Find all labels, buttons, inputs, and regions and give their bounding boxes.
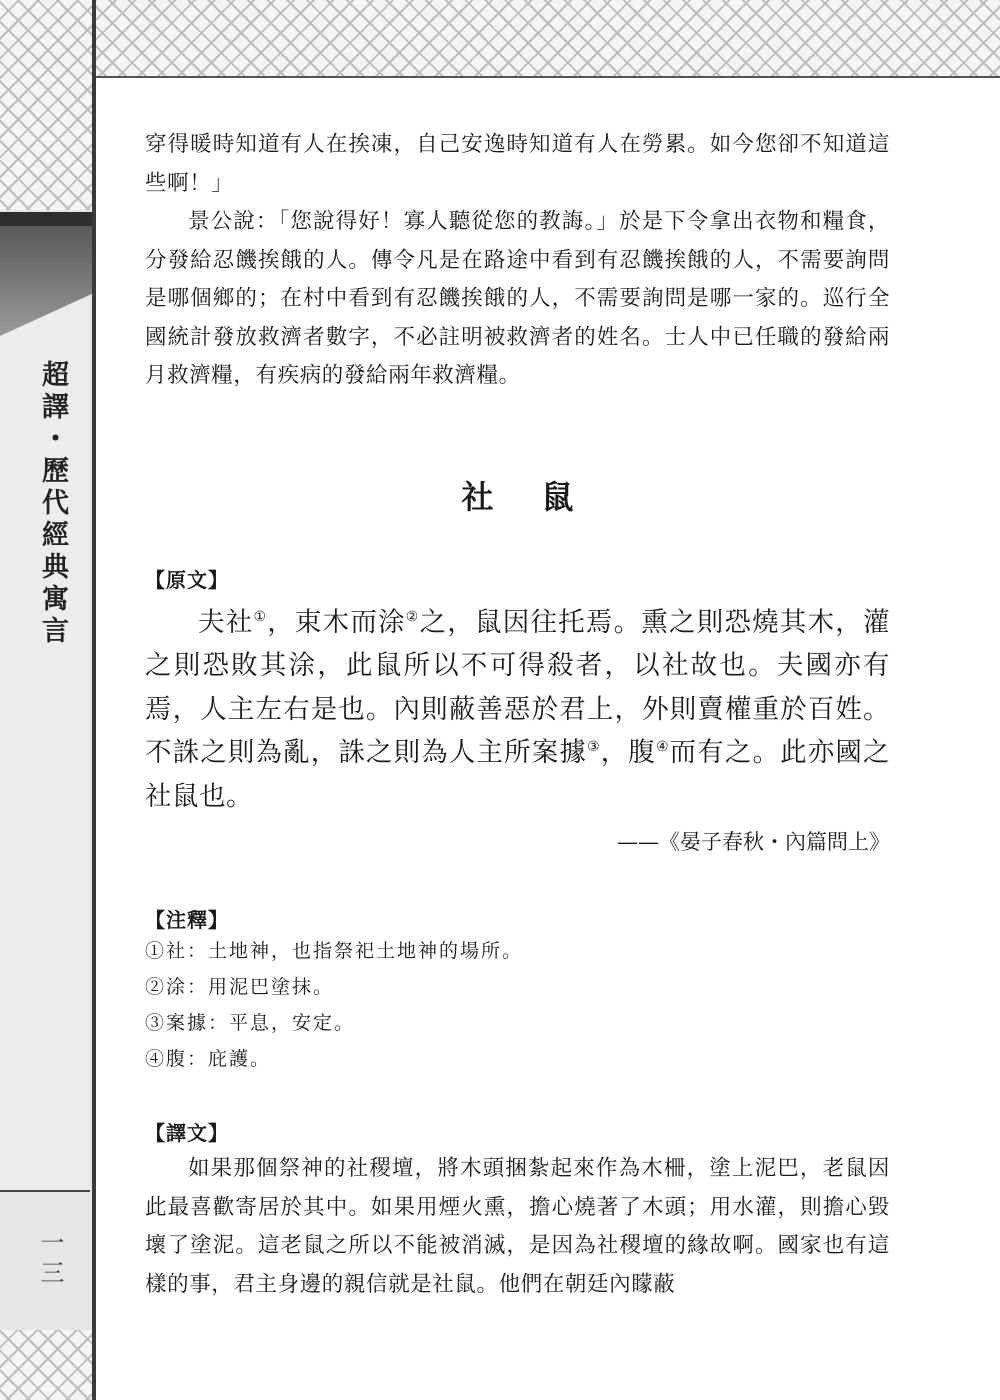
original-text-part: ，束木而涂 bbox=[267, 606, 406, 638]
left-bottom-pattern bbox=[0, 1330, 96, 1400]
notes-heading: 【注釋】 bbox=[145, 908, 229, 932]
vertical-frame-line bbox=[92, 0, 96, 1400]
note-item: ③案據：平息，安定。 bbox=[145, 1012, 356, 1034]
note-item: ②涂：用泥巴塗抹。 bbox=[145, 976, 335, 998]
source-citation: ——《晏子春秋・內篇問上》 bbox=[617, 830, 890, 854]
translation-text: 如果那個祭神的社稷壇，將木頭捆紮起來作為木柵，塗上泥巴，老鼠因此最喜歡寄居於其中。如果用煙火熏，擔心燒著了木頭；用水灌，則擔心毀壞了塗泥。這老鼠之所以不能被消滅，是因為社稷壇的緣故啊。國家也有這樣的事，君主身邊的親信就是社鼠。他們在朝廷內矇蔽 bbox=[145, 1156, 890, 1297]
original-text bbox=[145, 601, 890, 819]
left-dark-bar bbox=[0, 212, 96, 226]
original-text-part: 夫社 bbox=[198, 606, 254, 638]
top-pattern-band bbox=[96, 0, 1000, 78]
book-title: 超譯・歷代經典寓言 bbox=[37, 360, 68, 648]
footnote-marker: ④ bbox=[655, 739, 670, 756]
left-top-pattern bbox=[0, 0, 96, 210]
intro-paragraph-1: 穿得暖時知道有人在挨凍，自己安逸時知道有人在勞累。如今您卻不知道這些啊！」 bbox=[145, 132, 890, 196]
note-item: ④腹：庇護。 bbox=[145, 1048, 272, 1070]
page-content bbox=[145, 126, 890, 1304]
footnote-marker: ③ bbox=[587, 739, 601, 756]
intro-paragraph-2: 景公說：「您說得好！寡人聽從您的教誨。」於是下令拿出衣物和糧食，分發給忍饑挨餓的人。傳令凡是在路途中看到有忍饑挨餓的人，不需要詢問是哪個鄉的；在村中看到有忍饑挨餓的人，不需要詢問是哪一家的。巡行全國統計發放救濟者數字，不必註明被救濟者的姓名。士人中已任職的發給兩月救濟糧，有疾病的發給兩年救濟糧。 bbox=[145, 209, 890, 388]
footnote-marker: ② bbox=[405, 608, 420, 625]
section-title: 社鼠 bbox=[461, 477, 622, 516]
left-divider-rule bbox=[0, 1190, 90, 1192]
original-text-part: ，腹 bbox=[600, 737, 656, 768]
original-heading: 【原文】 bbox=[145, 567, 229, 592]
page-number: 一三 bbox=[36, 1230, 64, 1290]
footnote-marker: ① bbox=[253, 608, 268, 625]
original-text-part: 之，鼠因往托焉。熏之則恐燒其木，灌之則恐敗其涂，此鼠所以不可得殺者，以社故也。夫國亦有焉，人主左右是也。內則蔽善惡於君上，外則賣權重於百姓。不誅之則為亂，誅之則為人主所案據 bbox=[145, 606, 891, 768]
original-text-part: 而有之。此亦國之社鼠也。 bbox=[145, 737, 890, 812]
note-item: ①社：土地神，也指祭祀土地神的場所。 bbox=[145, 940, 524, 962]
translation-heading: 【譯文】 bbox=[145, 1121, 229, 1145]
